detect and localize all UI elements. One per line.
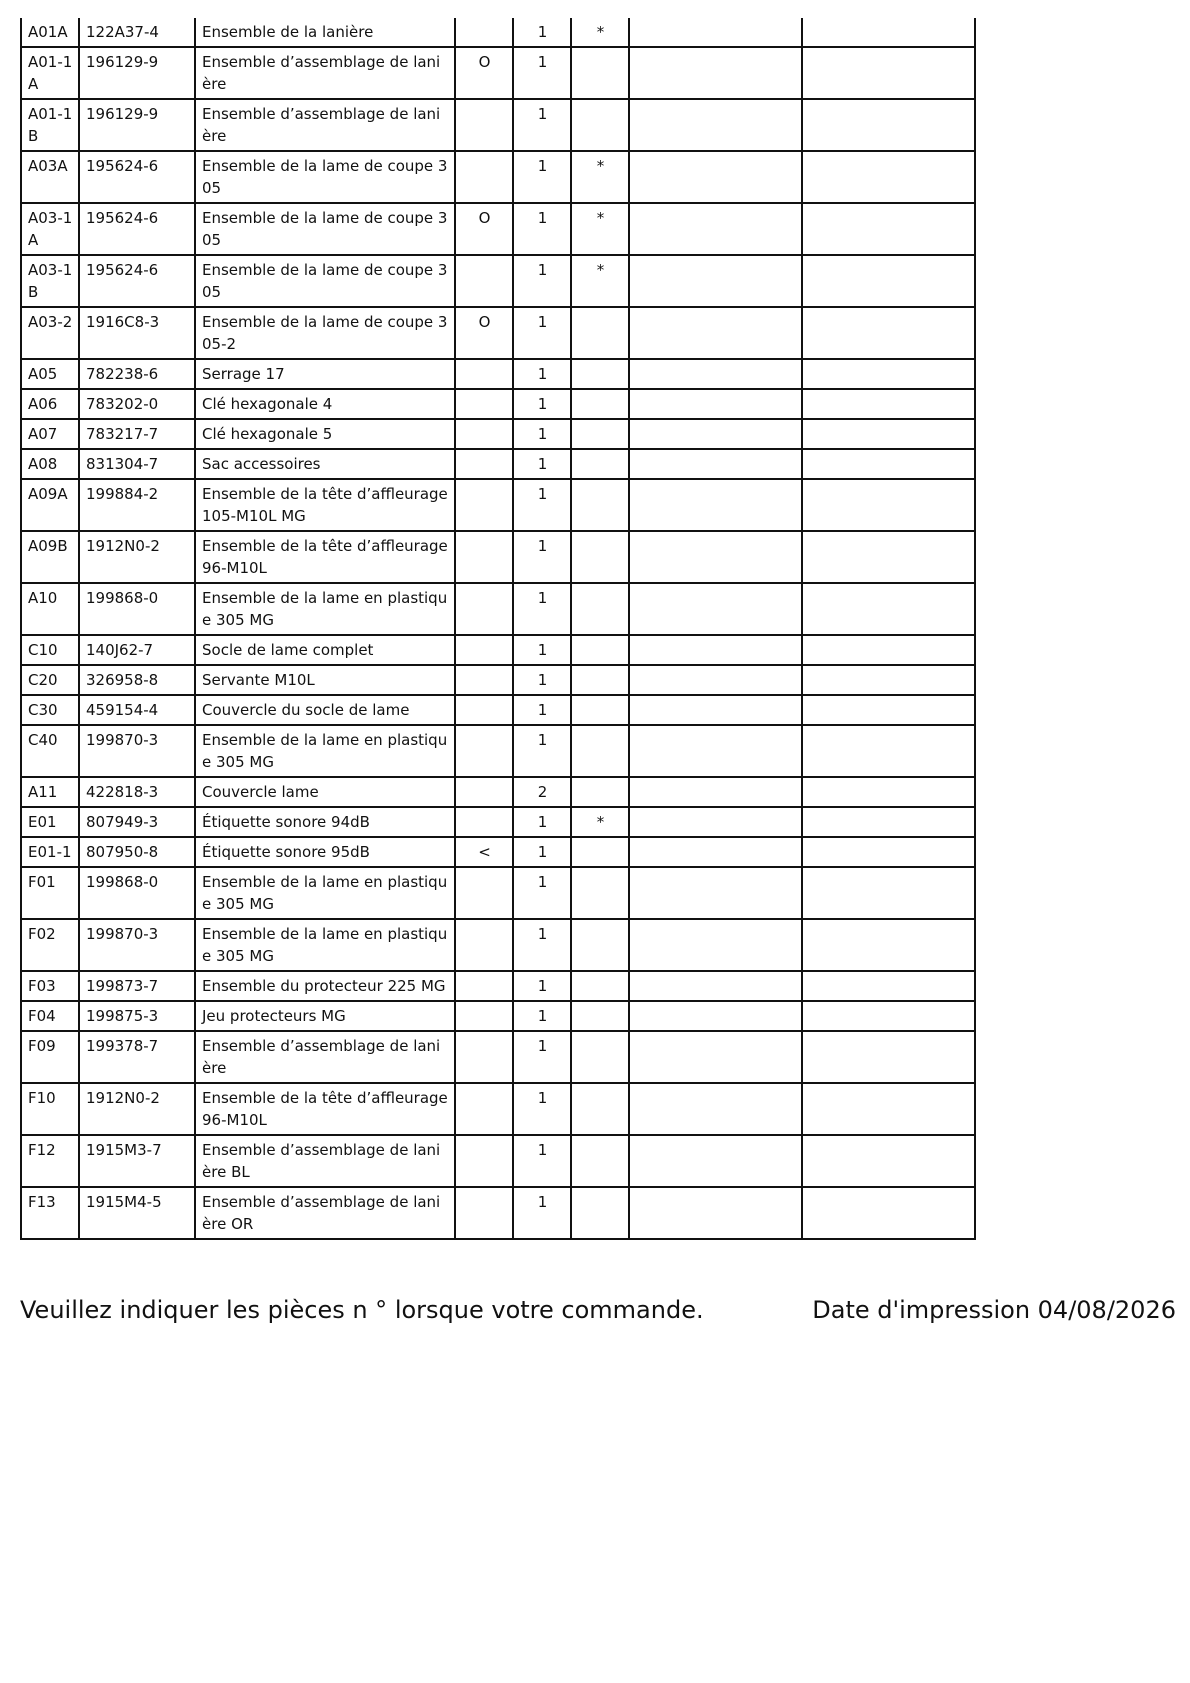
cell-part-number: 807950-8 xyxy=(79,837,195,867)
cell-note xyxy=(571,777,629,807)
cell-blank xyxy=(802,203,975,255)
cell-mark: O xyxy=(455,307,513,359)
table-row xyxy=(21,151,975,203)
cell-mark xyxy=(455,971,513,1001)
cell-blank xyxy=(802,99,975,151)
cell-blank xyxy=(629,1135,802,1187)
cell-blank xyxy=(629,1001,802,1031)
cell-part-number: 422818-3 xyxy=(79,777,195,807)
cell-part-number: 199870-3 xyxy=(79,725,195,777)
cell-part-number: 195624-6 xyxy=(79,203,195,255)
cell-blank xyxy=(629,419,802,449)
cell-ref-number: A07 xyxy=(21,419,79,449)
cell-description: Clé hexagonale 4 xyxy=(195,389,455,419)
cell-blank xyxy=(802,777,975,807)
cell-note xyxy=(571,99,629,151)
cell-blank xyxy=(629,695,802,725)
cell-ref-number: F04 xyxy=(21,1001,79,1031)
cell-quantity: 1 xyxy=(513,635,571,665)
cell-blank xyxy=(629,255,802,307)
cell-mark xyxy=(455,807,513,837)
table-row xyxy=(21,1187,975,1239)
cell-quantity: 1 xyxy=(513,359,571,389)
cell-blank xyxy=(802,583,975,635)
cell-quantity: 1 xyxy=(513,695,571,725)
table-row xyxy=(21,635,975,665)
cell-note xyxy=(571,583,629,635)
table-row xyxy=(21,777,975,807)
cell-quantity: 1 xyxy=(513,255,571,307)
cell-ref-number: F09 xyxy=(21,1031,79,1083)
cell-mark xyxy=(455,389,513,419)
cell-quantity: 1 xyxy=(513,725,571,777)
cell-note: * xyxy=(571,151,629,203)
cell-mark xyxy=(455,583,513,635)
cell-quantity: 1 xyxy=(513,807,571,837)
cell-note xyxy=(571,1083,629,1135)
cell-ref-number: C20 xyxy=(21,665,79,695)
cell-mark xyxy=(455,531,513,583)
cell-ref-number: A05 xyxy=(21,359,79,389)
print-date: Date d'impression 04/08/2026 xyxy=(812,1296,1176,1324)
cell-quantity: 1 xyxy=(513,919,571,971)
cell-quantity: 1 xyxy=(513,449,571,479)
cell-mark xyxy=(455,1001,513,1031)
cell-note xyxy=(571,971,629,1001)
cell-ref-number: A03-1B xyxy=(21,255,79,307)
cell-description: Ensemble d’assemblage de lanière xyxy=(195,99,455,151)
cell-ref-number: A03A xyxy=(21,151,79,203)
cell-part-number: 199378-7 xyxy=(79,1031,195,1083)
cell-note xyxy=(571,635,629,665)
table-row xyxy=(21,1135,975,1187)
cell-blank xyxy=(629,867,802,919)
cell-mark xyxy=(455,419,513,449)
cell-part-number: 196129-9 xyxy=(79,47,195,99)
cell-note xyxy=(571,359,629,389)
table-row xyxy=(21,18,975,47)
cell-part-number: 199868-0 xyxy=(79,867,195,919)
table-row xyxy=(21,919,975,971)
cell-part-number: 195624-6 xyxy=(79,151,195,203)
cell-blank xyxy=(802,307,975,359)
cell-blank xyxy=(802,807,975,837)
cell-quantity: 1 xyxy=(513,837,571,867)
cell-blank xyxy=(629,531,802,583)
cell-ref-number: E01 xyxy=(21,807,79,837)
cell-blank xyxy=(802,479,975,531)
cell-part-number: 199870-3 xyxy=(79,919,195,971)
cell-ref-number: A10 xyxy=(21,583,79,635)
cell-description: Ensemble de la tête d’affleurage 105-M10L MG xyxy=(195,479,455,531)
cell-description: Servante M10L xyxy=(195,665,455,695)
cell-mark xyxy=(455,1187,513,1239)
cell-blank xyxy=(629,389,802,419)
cell-ref-number: A03-2 xyxy=(21,307,79,359)
cell-note xyxy=(571,47,629,99)
cell-description: Étiquette sonore 94dB xyxy=(195,807,455,837)
cell-quantity: 1 xyxy=(513,1001,571,1031)
cell-part-number: 1915M4-5 xyxy=(79,1187,195,1239)
cell-blank xyxy=(629,583,802,635)
cell-ref-number: A11 xyxy=(21,777,79,807)
cell-mark xyxy=(455,151,513,203)
cell-blank xyxy=(802,1135,975,1187)
table-row xyxy=(21,531,975,583)
cell-quantity: 1 xyxy=(513,1187,571,1239)
cell-note xyxy=(571,725,629,777)
table-row xyxy=(21,449,975,479)
cell-description: Ensemble de la lanière xyxy=(195,18,455,47)
cell-description: Sac accessoires xyxy=(195,449,455,479)
cell-mark xyxy=(455,359,513,389)
cell-blank xyxy=(802,359,975,389)
cell-blank xyxy=(802,255,975,307)
cell-description: Ensemble de la tête d’affleurage 96-M10L xyxy=(195,1083,455,1135)
cell-blank xyxy=(629,18,802,47)
cell-quantity: 1 xyxy=(513,203,571,255)
cell-ref-number: A09A xyxy=(21,479,79,531)
cell-mark xyxy=(455,919,513,971)
table-row xyxy=(21,583,975,635)
cell-description: Socle de lame complet xyxy=(195,635,455,665)
cell-note: * xyxy=(571,203,629,255)
cell-blank xyxy=(802,389,975,419)
cell-mark xyxy=(455,1135,513,1187)
cell-note: * xyxy=(571,807,629,837)
cell-part-number: 782238-6 xyxy=(79,359,195,389)
cell-note xyxy=(571,1187,629,1239)
cell-part-number: 199875-3 xyxy=(79,1001,195,1031)
table-row xyxy=(21,419,975,449)
cell-description: Serrage 17 xyxy=(195,359,455,389)
cell-description: Ensemble d’assemblage de lanière xyxy=(195,1031,455,1083)
cell-part-number: 1912N0-2 xyxy=(79,1083,195,1135)
table-row xyxy=(21,1001,975,1031)
cell-part-number: 199868-0 xyxy=(79,583,195,635)
cell-mark xyxy=(455,1083,513,1135)
cell-ref-number: A03-1A xyxy=(21,203,79,255)
table-row xyxy=(21,807,975,837)
cell-blank xyxy=(629,449,802,479)
cell-blank xyxy=(629,1187,802,1239)
cell-part-number: 807949-3 xyxy=(79,807,195,837)
table-row xyxy=(21,359,975,389)
cell-quantity: 1 xyxy=(513,867,571,919)
cell-quantity: 1 xyxy=(513,18,571,47)
cell-quantity: 1 xyxy=(513,1083,571,1135)
cell-note: * xyxy=(571,255,629,307)
cell-ref-number: F03 xyxy=(21,971,79,1001)
cell-part-number: 459154-4 xyxy=(79,695,195,725)
table-row xyxy=(21,1031,975,1083)
parts-table xyxy=(20,18,976,1240)
cell-description: Couvercle du socle de lame xyxy=(195,695,455,725)
cell-ref-number: E01-1 xyxy=(21,837,79,867)
cell-quantity: 1 xyxy=(513,479,571,531)
table-row xyxy=(21,695,975,725)
cell-blank xyxy=(802,18,975,47)
cell-part-number: 199884-2 xyxy=(79,479,195,531)
cell-mark xyxy=(455,99,513,151)
cell-description: Ensemble de la lame en plastique 305 MG xyxy=(195,867,455,919)
cell-quantity: 1 xyxy=(513,1135,571,1187)
cell-quantity: 1 xyxy=(513,1031,571,1083)
cell-mark xyxy=(455,635,513,665)
cell-mark: O xyxy=(455,47,513,99)
cell-mark xyxy=(455,665,513,695)
cell-ref-number: F12 xyxy=(21,1135,79,1187)
table-row xyxy=(21,867,975,919)
cell-blank xyxy=(802,837,975,867)
cell-ref-number: F01 xyxy=(21,867,79,919)
cell-description: Jeu protecteurs MG xyxy=(195,1001,455,1031)
cell-description: Ensemble de la lame de coupe 305-2 xyxy=(195,307,455,359)
cell-blank xyxy=(802,419,975,449)
cell-part-number: 196129-9 xyxy=(79,99,195,151)
table-row xyxy=(21,389,975,419)
cell-description: Clé hexagonale 5 xyxy=(195,419,455,449)
cell-blank xyxy=(629,1083,802,1135)
cell-part-number: 140J62-7 xyxy=(79,635,195,665)
cell-quantity: 1 xyxy=(513,583,571,635)
cell-mark xyxy=(455,867,513,919)
cell-ref-number: F13 xyxy=(21,1187,79,1239)
cell-blank xyxy=(629,99,802,151)
cell-blank xyxy=(629,359,802,389)
cell-mark xyxy=(455,1031,513,1083)
cell-part-number: 831304-7 xyxy=(79,449,195,479)
cell-quantity: 1 xyxy=(513,99,571,151)
cell-note xyxy=(571,1001,629,1031)
cell-description: Ensemble d’assemblage de lanière OR xyxy=(195,1187,455,1239)
cell-part-number: 1915M3-7 xyxy=(79,1135,195,1187)
cell-blank xyxy=(802,725,975,777)
cell-note xyxy=(571,389,629,419)
cell-blank xyxy=(629,725,802,777)
cell-mark xyxy=(455,479,513,531)
cell-part-number: 783217-7 xyxy=(79,419,195,449)
cell-blank xyxy=(629,47,802,99)
cell-ref-number: A06 xyxy=(21,389,79,419)
cell-blank xyxy=(802,1001,975,1031)
cell-blank xyxy=(629,635,802,665)
table-row xyxy=(21,47,975,99)
cell-mark xyxy=(455,18,513,47)
cell-blank xyxy=(802,635,975,665)
table-row xyxy=(21,479,975,531)
cell-mark xyxy=(455,255,513,307)
cell-blank xyxy=(802,695,975,725)
parts-table-body xyxy=(21,18,975,1239)
cell-description: Couvercle lame xyxy=(195,777,455,807)
cell-quantity: 1 xyxy=(513,389,571,419)
order-instruction-note: Veuillez indiquer les pièces n ° lorsque votre commande. xyxy=(20,1296,704,1324)
cell-description: Ensemble de la tête d’affleurage 96-M10L xyxy=(195,531,455,583)
cell-description: Étiquette sonore 95dB xyxy=(195,837,455,867)
cell-description: Ensemble de la lame de coupe 305 xyxy=(195,255,455,307)
cell-description: Ensemble du protecteur 225 MG xyxy=(195,971,455,1001)
cell-ref-number: F02 xyxy=(21,919,79,971)
cell-note: * xyxy=(571,18,629,47)
cell-note xyxy=(571,419,629,449)
cell-quantity: 1 xyxy=(513,665,571,695)
cell-blank xyxy=(629,777,802,807)
cell-mark: < xyxy=(455,837,513,867)
cell-blank xyxy=(802,1031,975,1083)
cell-ref-number: C10 xyxy=(21,635,79,665)
cell-blank xyxy=(802,665,975,695)
cell-ref-number: F10 xyxy=(21,1083,79,1135)
cell-part-number: 1912N0-2 xyxy=(79,531,195,583)
table-row xyxy=(21,725,975,777)
cell-part-number: 326958-8 xyxy=(79,665,195,695)
cell-quantity: 1 xyxy=(513,531,571,583)
cell-blank xyxy=(629,479,802,531)
cell-quantity: 1 xyxy=(513,151,571,203)
cell-quantity: 1 xyxy=(513,47,571,99)
table-row xyxy=(21,255,975,307)
cell-mark xyxy=(455,449,513,479)
cell-blank xyxy=(629,151,802,203)
cell-ref-number: A08 xyxy=(21,449,79,479)
cell-description: Ensemble de la lame en plastique 305 MG xyxy=(195,725,455,777)
cell-blank xyxy=(802,1083,975,1135)
table-row xyxy=(21,203,975,255)
cell-blank xyxy=(629,665,802,695)
cell-quantity: 1 xyxy=(513,419,571,449)
cell-quantity: 1 xyxy=(513,971,571,1001)
cell-note xyxy=(571,665,629,695)
cell-note xyxy=(571,531,629,583)
cell-note xyxy=(571,307,629,359)
cell-ref-number: A01A xyxy=(21,18,79,47)
cell-blank xyxy=(629,919,802,971)
cell-blank xyxy=(629,307,802,359)
cell-ref-number: C40 xyxy=(21,725,79,777)
cell-quantity: 1 xyxy=(513,307,571,359)
cell-quantity: 2 xyxy=(513,777,571,807)
cell-note xyxy=(571,867,629,919)
cell-blank xyxy=(629,837,802,867)
cell-note xyxy=(571,1135,629,1187)
cell-mark xyxy=(455,695,513,725)
cell-description: Ensemble de la lame de coupe 305 xyxy=(195,203,455,255)
cell-ref-number: A01-1B xyxy=(21,99,79,151)
cell-note xyxy=(571,1031,629,1083)
cell-blank xyxy=(802,531,975,583)
cell-blank xyxy=(802,151,975,203)
cell-mark: O xyxy=(455,203,513,255)
cell-note xyxy=(571,837,629,867)
cell-blank xyxy=(802,47,975,99)
cell-mark xyxy=(455,725,513,777)
table-row xyxy=(21,971,975,1001)
cell-description: Ensemble d’assemblage de lanière BL xyxy=(195,1135,455,1187)
cell-note xyxy=(571,449,629,479)
cell-ref-number: A09B xyxy=(21,531,79,583)
cell-description: Ensemble d’assemblage de lanière xyxy=(195,47,455,99)
cell-blank xyxy=(802,971,975,1001)
table-row xyxy=(21,1083,975,1135)
cell-blank xyxy=(629,971,802,1001)
table-row xyxy=(21,837,975,867)
cell-blank xyxy=(629,1031,802,1083)
cell-part-number: 122A37-4 xyxy=(79,18,195,47)
cell-blank xyxy=(629,807,802,837)
cell-mark xyxy=(455,777,513,807)
cell-ref-number: A01-1A xyxy=(21,47,79,99)
cell-part-number: 199873-7 xyxy=(79,971,195,1001)
cell-blank xyxy=(802,449,975,479)
cell-part-number: 1916C8-3 xyxy=(79,307,195,359)
cell-part-number: 783202-0 xyxy=(79,389,195,419)
cell-part-number: 195624-6 xyxy=(79,255,195,307)
table-row xyxy=(21,99,975,151)
cell-blank xyxy=(629,203,802,255)
cell-description: Ensemble de la lame en plastique 305 MG xyxy=(195,919,455,971)
cell-ref-number: C30 xyxy=(21,695,79,725)
cell-description: Ensemble de la lame de coupe 305 xyxy=(195,151,455,203)
cell-note xyxy=(571,919,629,971)
cell-blank xyxy=(802,919,975,971)
table-row xyxy=(21,307,975,359)
cell-description: Ensemble de la lame en plastique 305 MG xyxy=(195,583,455,635)
cell-blank xyxy=(802,867,975,919)
table-row xyxy=(21,665,975,695)
cell-note xyxy=(571,479,629,531)
cell-note xyxy=(571,695,629,725)
cell-blank xyxy=(802,1187,975,1239)
